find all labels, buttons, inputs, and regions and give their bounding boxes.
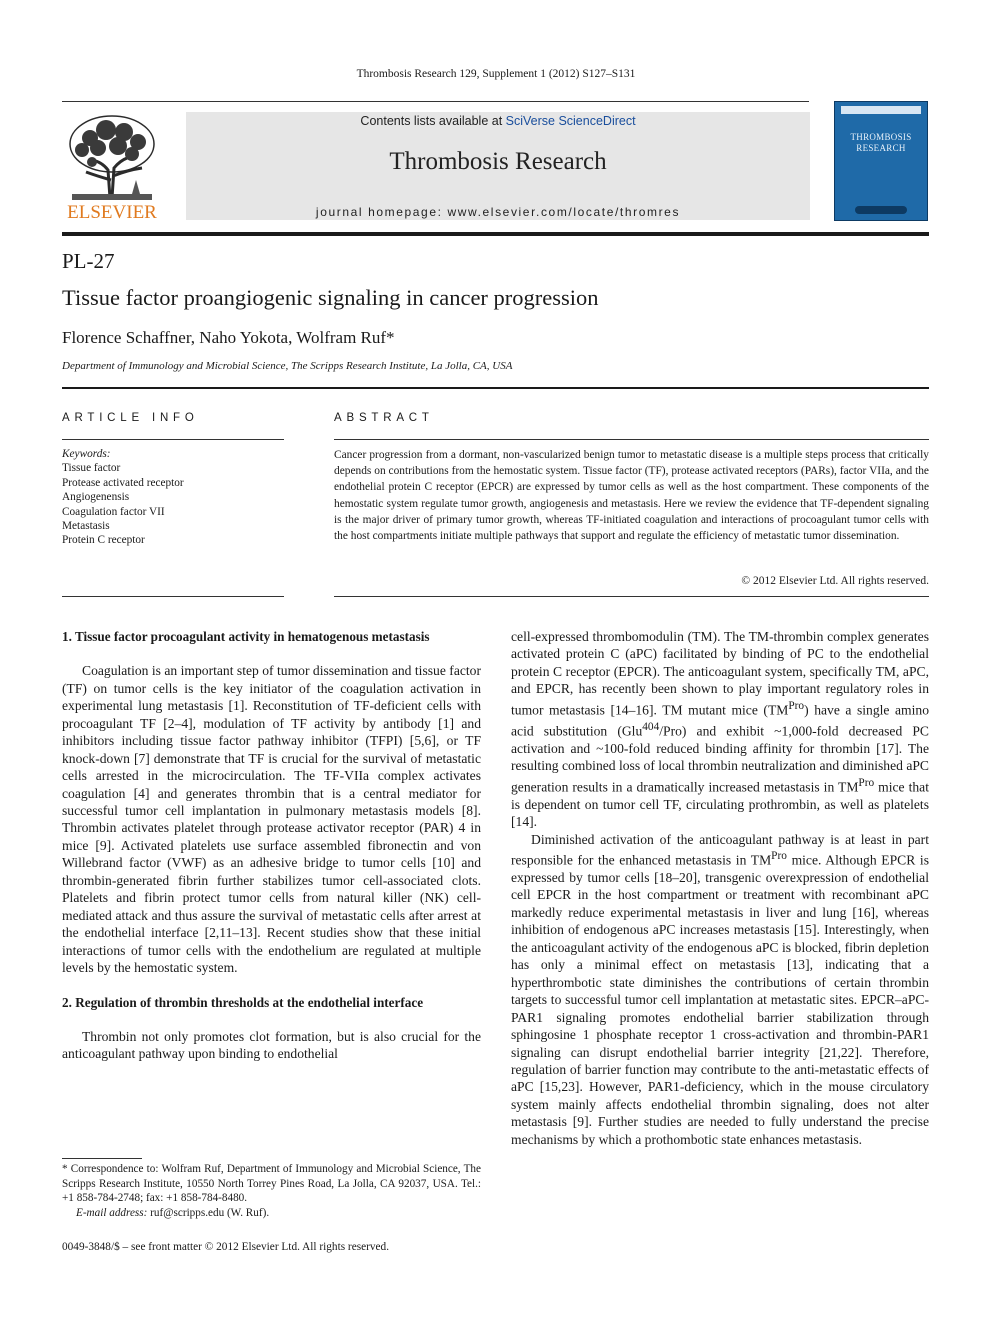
title-rule (62, 387, 929, 389)
abstract-rule-top (334, 439, 929, 440)
header-rule (62, 101, 809, 102)
footnote-rule (62, 1158, 142, 1159)
section-2-second-paragraph: Diminished activation of the anticoagulant pathway is at least in part responsible for the enhanced metastasis in $TM^{Pro}$ mice. Although EPCR is expressed by tumor cells [18–20], transgenic overexpression of endothelial cell EPCR in the host compartment or treatment with recombinant aPC markedly reduce experimental metastasis in liver and lung [16], whereas inhibition of endogenous aPC increases metastasis [15]. Interestingly, when the anticoagulant activity of the endogenous aPC is blocked, fibrin depletion has only a minimal effect on metastasis [13], indicating that a hyperthrombotic state diminishes the contributions of certain thrombin targets to successful tumor cell implantation at metastatic sites. EPCR–aPC-PAR1 signaling promotes endothelial barrier stabilization through sphingosine 1 phosphate receptor 1 cross-activation and thrombin-PAR1 signaling can disrupt endothelial barrier integrity [21,22]. Therefore, regulation of barrier function may contribute to the anti-metastatic effects of aPC [15,23]. However, PAR1-deficiency, which in the mouse circulatory system mainly affects endothelial thrombin signaling, does not alter metastasis [9]. Further studies are needed to fully understand the precise mechanisms by which a prothombotic state enhances metastasis. (511, 831, 929, 1147)
article-code: PL-27 (62, 249, 115, 273)
section-2-continued-paragraph: cell-expressed thrombomodulin (TM). The TM-thrombin complex generates activated protein C (aPC) facilitated by binding of PC to the endothelial protein C receptor (EPCR). The anticoagulant system, specifically TM, aPC, and EPCR, has recently been shown to play important regulatory roles in tumor metastasis [14–16]. TM mutant mice $(TM^{Pro})$ have a single amino acid substitution (Glu$^{404}$/Pro) and exhibit ~1,000-fold decreased PC activation and ~100-fold reduced binding affinity for thrombin [17]. The resulting combined loss of local thrombin neutralization and diminished aPC generation results in a dramatically increased metastasis in $TM^{Pro}$ mice that is dependent on tumor cell TF, circulating prothrombin, as well as platelets [14]. (511, 629, 929, 830)
keyword-item: Metastasis (62, 520, 110, 533)
header-thick-rule (62, 232, 929, 236)
article-title: Tissue factor proangiogenic signaling in cancer progression (62, 285, 599, 310)
keyword-item: Coagulation factor VII (62, 505, 165, 518)
keywords-block (62, 447, 284, 548)
cover-title-line1: THROMBOSIS (850, 132, 912, 142)
sciencedirect-link[interactable]: SciVerse ScienceDirect (505, 114, 636, 128)
cover-title (835, 132, 927, 154)
correspondence-text: * Correspondence to: Wolfram Ruf, Department of Immunology and Microbial Science, The Scripps Research Institute, 10550 North Torrey Pines Road, La Jolla, CA 92037, USA. Tel.: +1 858-784-2748; fax: +1 858-784-8480. (62, 1163, 481, 1205)
authors-names: Florence Schaffner, Naho Yokota, Wolfram Ruf (62, 328, 387, 347)
correspondence-footnote (62, 1162, 481, 1220)
contents-prefix: Contents lists available at (360, 114, 506, 128)
abstract-heading: ABSTRACT (334, 412, 434, 424)
cover-publisher-mark (855, 206, 907, 214)
section-1-paragraph: Coagulation is an important step of tumor dissemination and tissue factor (TF) on tumor cells is the key initiator of the coagulation activation in experimental lung metastasis [1]. Reconstitution of TF-deficient cells with procoagulant TF [2–4], modulation of TF activity by antibody [1] and inhibitors including tissue factor pathway inhibitor (TFPI) [5,6], or TF knock-down [7] demonstrate that TF is crucial for the survival of metastatic cells arrested in the microcirculation. The TF-VIIa complex activates coagulation [4] and generates thrombin that is a central mediator for successful tumor cell implantation in pulmonary metastasis models [8]. Thrombin activates platelet through protease activator receptor (PAR) 4 in mice [9]. Activated platelets use surface assembled fibronectin and von Willebrand factor (VWF) as an adhesive bridge to tumor cells [10] and thrombin-generated fibrin further stabilizes tumor cell-associated clots. Platelets and fibrin protect tumor cells from natural killer (NK) cell-mediated attack and thus assure the survival of metastatic cells after arrest at the endothelial interface [2,11–13]. Recent studies show that these initial interactions of tumor cells with the endothelium are regulated at multiple levels by the hemostatic system. (62, 663, 481, 976)
body-column-right (511, 628, 929, 1148)
journal-banner (186, 112, 810, 220)
journal-citation: Thrombosis Research 129, Supplement 1 (2012) S127–S131 (356, 68, 636, 80)
email-address[interactable]: ruf@scripps.edu (W. Ruf). (147, 1206, 270, 1219)
keyword-item: Tissue factor (62, 462, 121, 475)
contents-line (186, 114, 810, 128)
keyword-item: Protease activated receptor (62, 476, 184, 489)
email-label: E-mail address: (76, 1206, 148, 1219)
body-column-left (62, 628, 481, 1063)
issn-front-matter: 0049-3848/$ – see front matter © 2012 Elsevier Ltd. All rights reserved. (62, 1241, 390, 1253)
elsevier-wordmark: ELSEVIER (67, 202, 157, 222)
section-1-heading: 1. Tissue factor procoagulant activity in hematogenous metastasis (62, 629, 430, 644)
cover-title-line2: RESEARCH (856, 143, 906, 153)
author-list (62, 328, 395, 348)
abstract-text: Cancer progression from a dormant, non-vascularized benign tumor to metastatic disease is a multiple steps process that critically depends on contributions from the hemostatic system. Tissue factor (TF), protease activated receptors (PARs), factor VIIa, and the endothelial protein C receptor (EPCR) are expressed by tumor cells as well as the host compartment. These components of the hemostatic system regulate tumor growth, angiogenesis and metastasis. Here we review the evidence that TF-dependent signaling is the major driver of primary tumor growth, whereas TF-initiated coagulation and interactions of procoagulant tumor cells with the host compartments initiate multiple pathways that support and regulate the efficiency of metastatic tumor dissemination. (334, 449, 929, 543)
affiliation: Department of Immunology and Microbial Science, The Scripps Research Institute, La Jolla, CA, USA (62, 360, 513, 372)
abstract-rule-bottom (334, 596, 929, 597)
section-2-paragraph: Thrombin not only promotes clot formation, but is also crucial for the anticoagulant pathway upon binding to endothelial (62, 1028, 481, 1062)
abstract-copyright: © 2012 Elsevier Ltd. All rights reserved. (741, 575, 929, 587)
keyword-item: Angiogenensis (62, 491, 130, 504)
cover-top-strip (841, 106, 921, 114)
email-line (62, 1206, 481, 1221)
article-info-rule-top (62, 439, 284, 440)
journal-title: Thrombosis Research (389, 148, 607, 175)
journal-homepage[interactable]: journal homepage: www.elsevier.com/locate/thromres (315, 205, 681, 219)
journal-cover (834, 101, 928, 221)
elsevier-logo (62, 110, 162, 222)
keywords-label: Keywords: (62, 448, 111, 460)
article-info-rule-bottom (62, 596, 284, 597)
corresponding-author-mark[interactable]: * (386, 328, 395, 347)
keyword-item: Protein C receptor (62, 534, 145, 547)
section-2-heading: 2. Regulation of thrombin thresholds at the endothelial interface (62, 994, 424, 1010)
article-info-heading: ARTICLE INFO (62, 412, 199, 424)
